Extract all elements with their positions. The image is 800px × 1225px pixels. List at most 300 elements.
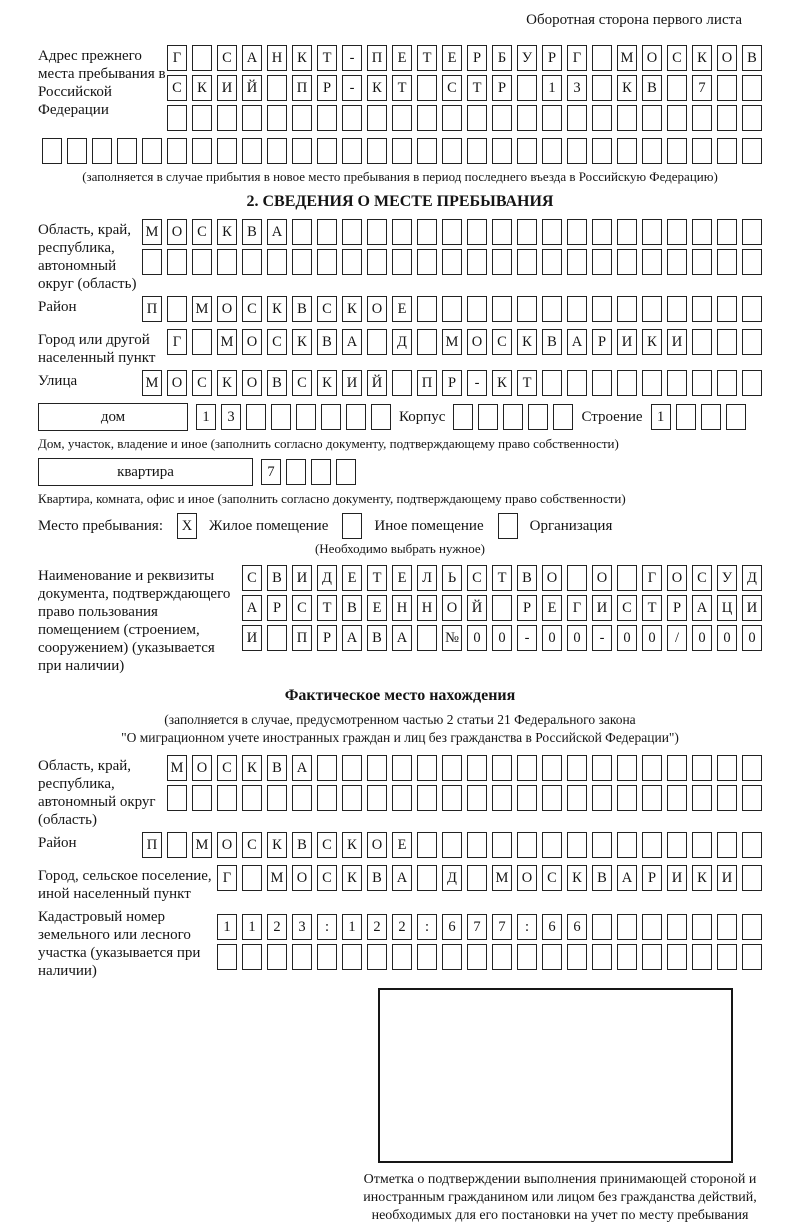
char-cell[interactable] [367, 219, 387, 245]
char-cell[interactable] [667, 105, 687, 131]
char-cell[interactable]: В [642, 75, 662, 101]
char-cell[interactable] [442, 785, 462, 811]
char-cell[interactable] [592, 138, 612, 164]
char-cell[interactable]: 0 [492, 625, 512, 651]
char-cell[interactable] [701, 404, 721, 430]
char-cell[interactable] [342, 138, 362, 164]
char-cell[interactable] [296, 404, 316, 430]
char-cell[interactable]: М [167, 755, 187, 781]
char-cell[interactable] [317, 755, 337, 781]
char-cell[interactable]: Р [442, 370, 462, 396]
char-cell[interactable]: 7 [261, 459, 281, 485]
char-cell[interactable] [317, 944, 337, 970]
char-cell[interactable]: С [242, 832, 262, 858]
char-cell[interactable] [517, 832, 537, 858]
char-cell[interactable] [292, 105, 312, 131]
char-cell[interactable] [742, 914, 762, 940]
char-cell[interactable] [267, 785, 287, 811]
char-cell[interactable] [442, 832, 462, 858]
char-cell[interactable]: К [342, 832, 362, 858]
char-cell[interactable] [336, 459, 356, 485]
char-cell[interactable]: Т [417, 45, 437, 71]
char-cell[interactable]: К [617, 75, 637, 101]
char-cell[interactable]: И [742, 595, 762, 621]
char-cell[interactable] [617, 138, 637, 164]
char-cell[interactable] [617, 105, 637, 131]
char-cell[interactable]: П [367, 45, 387, 71]
char-cell[interactable]: Р [517, 595, 537, 621]
char-cell[interactable]: 2 [392, 914, 412, 940]
char-cell[interactable]: К [642, 329, 662, 355]
char-cell[interactable] [717, 105, 737, 131]
char-cell[interactable]: 1 [342, 914, 362, 940]
char-cell[interactable]: Н [417, 595, 437, 621]
char-cell[interactable] [742, 370, 762, 396]
char-cell[interactable]: А [567, 329, 587, 355]
char-cell[interactable] [642, 138, 662, 164]
char-cell[interactable]: Д [442, 865, 462, 891]
char-cell[interactable]: Е [367, 595, 387, 621]
char-cell[interactable] [742, 944, 762, 970]
char-cell[interactable]: 7 [467, 914, 487, 940]
char-cell[interactable]: К [292, 45, 312, 71]
char-cell[interactable] [417, 219, 437, 245]
char-cell[interactable]: К [192, 75, 212, 101]
char-cell[interactable] [217, 105, 237, 131]
char-cell[interactable]: И [342, 370, 362, 396]
char-cell[interactable] [392, 105, 412, 131]
char-cell[interactable]: В [267, 370, 287, 396]
char-cell[interactable]: А [392, 865, 412, 891]
char-cell[interactable]: А [617, 865, 637, 891]
char-cell[interactable] [467, 832, 487, 858]
char-cell[interactable] [292, 249, 312, 275]
char-cell[interactable] [617, 565, 637, 591]
char-cell[interactable] [617, 944, 637, 970]
char-cell[interactable] [717, 785, 737, 811]
char-cell[interactable] [642, 219, 662, 245]
char-cell[interactable] [367, 105, 387, 131]
char-cell[interactable] [467, 219, 487, 245]
char-cell[interactable] [242, 785, 262, 811]
char-cell[interactable] [617, 219, 637, 245]
char-cell[interactable] [367, 785, 387, 811]
char-cell[interactable] [492, 595, 512, 621]
char-cell[interactable] [192, 45, 212, 71]
char-cell[interactable] [417, 249, 437, 275]
char-cell[interactable]: Р [592, 329, 612, 355]
char-cell[interactable]: С [242, 296, 262, 322]
char-cell[interactable] [717, 296, 737, 322]
char-cell[interactable]: Т [317, 45, 337, 71]
char-cell[interactable] [442, 296, 462, 322]
char-cell[interactable]: С [242, 565, 262, 591]
char-cell[interactable] [592, 219, 612, 245]
char-cell[interactable] [567, 370, 587, 396]
char-cell[interactable] [567, 249, 587, 275]
char-cell[interactable]: О [167, 370, 187, 396]
char-cell[interactable] [417, 105, 437, 131]
char-cell[interactable] [592, 785, 612, 811]
char-cell[interactable]: В [242, 219, 262, 245]
char-cell[interactable] [692, 138, 712, 164]
char-cell[interactable] [342, 219, 362, 245]
char-cell[interactable] [667, 296, 687, 322]
char-cell[interactable] [692, 249, 712, 275]
char-cell[interactable]: Т [517, 370, 537, 396]
char-cell[interactable] [592, 370, 612, 396]
char-cell[interactable] [692, 785, 712, 811]
char-cell[interactable] [642, 944, 662, 970]
char-cell[interactable] [417, 329, 437, 355]
char-cell[interactable] [592, 105, 612, 131]
char-cell[interactable]: Н [392, 595, 412, 621]
char-cell[interactable]: О [442, 595, 462, 621]
char-cell[interactable]: Д [317, 565, 337, 591]
char-cell[interactable] [692, 832, 712, 858]
char-cell[interactable] [192, 105, 212, 131]
char-cell[interactable] [692, 914, 712, 940]
char-cell[interactable]: В [367, 625, 387, 651]
char-cell[interactable]: В [267, 565, 287, 591]
char-cell[interactable]: С [167, 75, 187, 101]
char-cell[interactable]: 1 [542, 75, 562, 101]
char-cell[interactable]: Р [317, 75, 337, 101]
char-cell[interactable]: А [242, 45, 262, 71]
char-cell[interactable] [667, 75, 687, 101]
char-cell[interactable] [642, 832, 662, 858]
char-cell[interactable]: С [317, 865, 337, 891]
char-cell[interactable]: К [692, 45, 712, 71]
char-cell[interactable]: М [217, 329, 237, 355]
char-cell[interactable] [667, 944, 687, 970]
char-cell[interactable] [467, 105, 487, 131]
char-cell[interactable] [292, 944, 312, 970]
char-cell[interactable] [717, 755, 737, 781]
char-cell[interactable] [742, 785, 762, 811]
char-cell[interactable] [492, 944, 512, 970]
char-cell[interactable]: 6 [442, 914, 462, 940]
organization-checkbox[interactable] [498, 513, 518, 539]
char-cell[interactable]: О [667, 565, 687, 591]
char-cell[interactable] [367, 138, 387, 164]
char-cell[interactable]: Р [667, 595, 687, 621]
char-cell[interactable]: А [267, 219, 287, 245]
char-cell[interactable] [167, 832, 187, 858]
char-cell[interactable]: Й [467, 595, 487, 621]
char-cell[interactable]: А [292, 755, 312, 781]
char-cell[interactable] [453, 404, 473, 430]
char-cell[interactable]: В [267, 755, 287, 781]
char-cell[interactable] [167, 296, 187, 322]
char-cell[interactable]: К [217, 370, 237, 396]
char-cell[interactable]: Л [417, 565, 437, 591]
char-cell[interactable]: О [542, 565, 562, 591]
char-cell[interactable] [567, 565, 587, 591]
char-cell[interactable]: К [217, 219, 237, 245]
char-cell[interactable] [642, 914, 662, 940]
char-cell[interactable] [642, 755, 662, 781]
char-cell[interactable] [617, 249, 637, 275]
char-cell[interactable] [717, 219, 737, 245]
char-cell[interactable] [692, 370, 712, 396]
char-cell[interactable] [717, 370, 737, 396]
char-cell[interactable] [567, 105, 587, 131]
char-cell[interactable]: 7 [692, 75, 712, 101]
char-cell[interactable]: К [242, 755, 262, 781]
char-cell[interactable]: 0 [542, 625, 562, 651]
char-cell[interactable]: Т [492, 565, 512, 591]
char-cell[interactable]: - [342, 75, 362, 101]
char-cell[interactable] [567, 785, 587, 811]
char-cell[interactable]: О [517, 865, 537, 891]
char-cell[interactable]: 0 [642, 625, 662, 651]
char-cell[interactable] [417, 865, 437, 891]
char-cell[interactable]: У [517, 45, 537, 71]
char-cell[interactable]: Р [542, 45, 562, 71]
char-cell[interactable] [417, 944, 437, 970]
char-cell[interactable]: Г [167, 45, 187, 71]
char-cell[interactable] [692, 219, 712, 245]
char-cell[interactable] [692, 105, 712, 131]
char-cell[interactable] [267, 944, 287, 970]
char-cell[interactable] [467, 755, 487, 781]
char-cell[interactable]: С [317, 832, 337, 858]
char-cell[interactable] [492, 755, 512, 781]
char-cell[interactable]: О [467, 329, 487, 355]
char-cell[interactable] [371, 404, 391, 430]
char-cell[interactable]: 3 [221, 404, 241, 430]
char-cell[interactable] [667, 219, 687, 245]
char-cell[interactable] [478, 404, 498, 430]
char-cell[interactable]: Т [367, 565, 387, 591]
char-cell[interactable] [592, 296, 612, 322]
char-cell[interactable]: И [667, 865, 687, 891]
char-cell[interactable] [292, 138, 312, 164]
char-cell[interactable]: В [742, 45, 762, 71]
char-cell[interactable]: О [642, 45, 662, 71]
char-cell[interactable]: М [142, 370, 162, 396]
residential-checkbox[interactable]: X [177, 513, 197, 539]
char-cell[interactable] [667, 370, 687, 396]
char-cell[interactable] [342, 944, 362, 970]
char-cell[interactable]: : [417, 914, 437, 940]
char-cell[interactable] [667, 914, 687, 940]
char-cell[interactable]: 1 [196, 404, 216, 430]
char-cell[interactable]: П [142, 832, 162, 858]
char-cell[interactable] [692, 755, 712, 781]
char-cell[interactable] [92, 138, 112, 164]
char-cell[interactable] [317, 138, 337, 164]
char-cell[interactable]: С [317, 296, 337, 322]
char-cell[interactable] [667, 755, 687, 781]
char-cell[interactable] [517, 785, 537, 811]
char-cell[interactable] [346, 404, 366, 430]
char-cell[interactable]: 1 [651, 404, 671, 430]
char-cell[interactable] [742, 219, 762, 245]
char-cell[interactable] [717, 249, 737, 275]
char-cell[interactable]: К [342, 296, 362, 322]
char-cell[interactable]: К [367, 75, 387, 101]
char-cell[interactable] [442, 944, 462, 970]
char-cell[interactable] [592, 755, 612, 781]
char-cell[interactable]: М [267, 865, 287, 891]
char-cell[interactable] [642, 296, 662, 322]
char-cell[interactable] [167, 138, 187, 164]
char-cell[interactable] [492, 138, 512, 164]
char-cell[interactable] [392, 249, 412, 275]
char-cell[interactable] [567, 832, 587, 858]
char-cell[interactable] [467, 785, 487, 811]
char-cell[interactable] [592, 249, 612, 275]
char-cell[interactable] [392, 944, 412, 970]
char-cell[interactable] [492, 832, 512, 858]
char-cell[interactable]: В [517, 565, 537, 591]
char-cell[interactable] [542, 249, 562, 275]
char-cell[interactable] [367, 249, 387, 275]
char-cell[interactable]: 0 [567, 625, 587, 651]
char-cell[interactable]: 1 [242, 914, 262, 940]
char-cell[interactable]: : [317, 914, 337, 940]
char-cell[interactable]: К [492, 370, 512, 396]
char-cell[interactable]: В [317, 329, 337, 355]
char-cell[interactable] [642, 370, 662, 396]
char-cell[interactable] [367, 329, 387, 355]
char-cell[interactable]: С [667, 45, 687, 71]
char-cell[interactable]: Е [392, 565, 412, 591]
char-cell[interactable]: А [692, 595, 712, 621]
char-cell[interactable]: С [617, 595, 637, 621]
char-cell[interactable]: А [342, 329, 362, 355]
char-cell[interactable] [217, 785, 237, 811]
char-cell[interactable] [517, 296, 537, 322]
char-cell[interactable] [642, 249, 662, 275]
char-cell[interactable] [492, 219, 512, 245]
char-cell[interactable]: Г [567, 45, 587, 71]
char-cell[interactable] [217, 249, 237, 275]
char-cell[interactable]: 2 [267, 914, 287, 940]
char-cell[interactable] [392, 138, 412, 164]
char-cell[interactable] [242, 944, 262, 970]
char-cell[interactable]: П [292, 75, 312, 101]
char-cell[interactable] [192, 249, 212, 275]
char-cell[interactable]: О [367, 832, 387, 858]
char-cell[interactable]: О [242, 370, 262, 396]
char-cell[interactable]: О [592, 565, 612, 591]
char-cell[interactable] [317, 249, 337, 275]
char-cell[interactable]: Е [392, 45, 412, 71]
char-cell[interactable]: С [267, 329, 287, 355]
char-cell[interactable] [492, 249, 512, 275]
char-cell[interactable] [417, 625, 437, 651]
char-cell[interactable] [467, 865, 487, 891]
char-cell[interactable] [617, 370, 637, 396]
char-cell[interactable]: А [242, 595, 262, 621]
char-cell[interactable] [553, 404, 573, 430]
char-cell[interactable]: И [667, 329, 687, 355]
char-cell[interactable]: Ь [442, 565, 462, 591]
char-cell[interactable]: И [617, 329, 637, 355]
char-cell[interactable]: С [192, 219, 212, 245]
char-cell[interactable]: И [717, 865, 737, 891]
char-cell[interactable] [503, 404, 523, 430]
char-cell[interactable]: И [242, 625, 262, 651]
char-cell[interactable]: К [342, 865, 362, 891]
char-cell[interactable] [617, 832, 637, 858]
char-cell[interactable] [517, 105, 537, 131]
char-cell[interactable] [167, 785, 187, 811]
char-cell[interactable]: Т [317, 595, 337, 621]
char-cell[interactable]: У [717, 565, 737, 591]
char-cell[interactable]: 6 [567, 914, 587, 940]
char-cell[interactable]: М [442, 329, 462, 355]
char-cell[interactable]: - [517, 625, 537, 651]
char-cell[interactable]: - [592, 625, 612, 651]
char-cell[interactable] [342, 249, 362, 275]
char-cell[interactable] [267, 249, 287, 275]
char-cell[interactable]: 0 [742, 625, 762, 651]
char-cell[interactable] [492, 296, 512, 322]
char-cell[interactable] [592, 914, 612, 940]
char-cell[interactable] [567, 219, 587, 245]
char-cell[interactable] [726, 404, 746, 430]
char-cell[interactable] [242, 249, 262, 275]
char-cell[interactable] [342, 105, 362, 131]
char-cell[interactable] [542, 785, 562, 811]
char-cell[interactable] [286, 459, 306, 485]
char-cell[interactable]: Г [642, 565, 662, 591]
char-cell[interactable]: С [442, 75, 462, 101]
char-cell[interactable] [417, 785, 437, 811]
char-cell[interactable] [742, 105, 762, 131]
char-cell[interactable]: О [192, 755, 212, 781]
char-cell[interactable]: Д [392, 329, 412, 355]
char-cell[interactable]: К [517, 329, 537, 355]
char-cell[interactable] [717, 329, 737, 355]
char-cell[interactable] [676, 404, 696, 430]
char-cell[interactable]: Е [392, 832, 412, 858]
char-cell[interactable] [467, 249, 487, 275]
char-cell[interactable] [392, 755, 412, 781]
char-cell[interactable] [367, 944, 387, 970]
char-cell[interactable] [467, 944, 487, 970]
char-cell[interactable] [67, 138, 87, 164]
char-cell[interactable]: О [217, 832, 237, 858]
char-cell[interactable] [292, 219, 312, 245]
char-cell[interactable] [311, 459, 331, 485]
char-cell[interactable] [192, 138, 212, 164]
char-cell[interactable]: О [717, 45, 737, 71]
char-cell[interactable]: П [142, 296, 162, 322]
char-cell[interactable] [271, 404, 291, 430]
char-cell[interactable] [542, 105, 562, 131]
char-cell[interactable] [742, 249, 762, 275]
char-cell[interactable] [592, 45, 612, 71]
char-cell[interactable] [242, 105, 262, 131]
char-cell[interactable]: Е [342, 565, 362, 591]
char-cell[interactable] [517, 249, 537, 275]
char-cell[interactable] [692, 329, 712, 355]
char-cell[interactable] [442, 249, 462, 275]
char-cell[interactable]: 6 [542, 914, 562, 940]
char-cell[interactable]: Т [642, 595, 662, 621]
char-cell[interactable] [642, 785, 662, 811]
char-cell[interactable] [517, 75, 537, 101]
char-cell[interactable]: Г [167, 329, 187, 355]
char-cell[interactable] [442, 138, 462, 164]
char-cell[interactable] [417, 296, 437, 322]
char-cell[interactable] [542, 138, 562, 164]
